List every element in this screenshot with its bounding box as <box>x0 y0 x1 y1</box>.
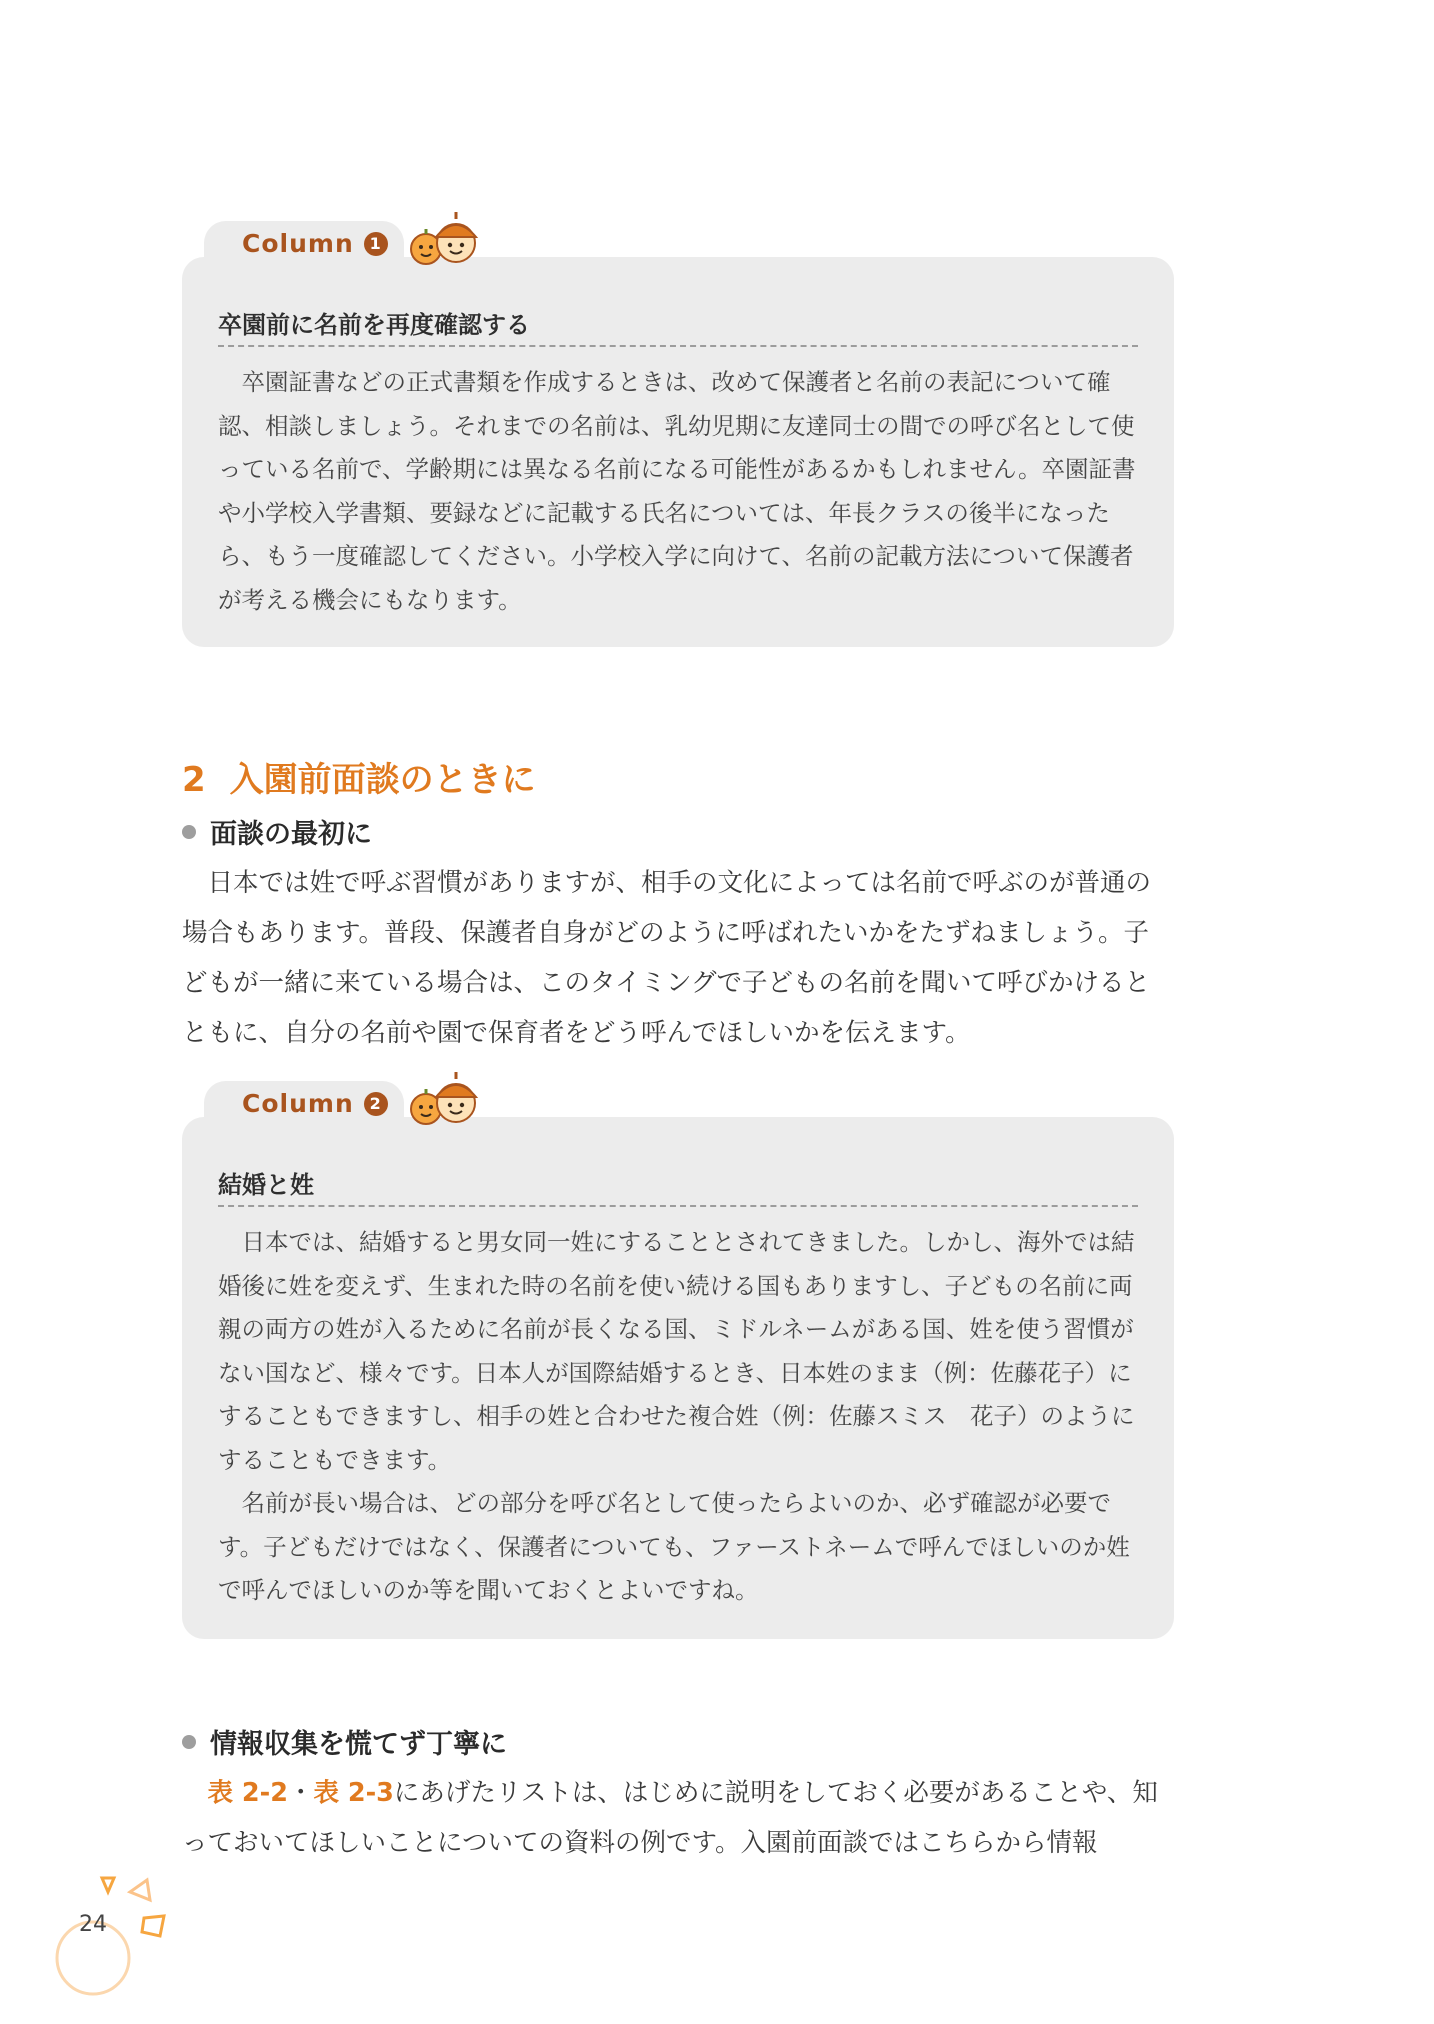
paragraph-text-rest: にあげたリストは、はじめに説明をしておく必要があることや、知っておいてほしいことについての資料の例です。入園前面談ではこちらから情報 <box>182 1778 1158 1858</box>
table-reference[interactable]: 表 2-2 <box>207 1778 288 1808</box>
column-body <box>218 361 1138 622</box>
reference-separator: ・ <box>287 1778 314 1808</box>
page-number-decoration-icon <box>50 1870 180 2010</box>
paragraph-text: 日本では姓で呼ぶ習慣がありますが、相手の文化によっては名前で呼ぶのが普通の場合もあります。普段、保護者自身がどのように呼ばれたいかをたずねましょう。子どもが一緒に来ている場合は、このタイミングで子どもの名前を聞いて呼びかけるとともに、自分の名前や園で保育者をどう呼んでほしいかを伝えます。 <box>182 868 1152 1048</box>
column-box-1 <box>182 229 1174 647</box>
mascot-icon <box>404 1067 484 1129</box>
column-label-text: Column <box>242 1089 354 1118</box>
column-box-2 <box>182 1089 1174 1639</box>
column-divider <box>218 345 1138 347</box>
subheading <box>182 812 372 851</box>
body-paragraph <box>182 1768 1174 1868</box>
column-number-badge: 2 <box>364 1092 388 1116</box>
subheading-text: 面談の最初に <box>210 819 372 850</box>
paragraph-text <box>182 1768 1174 1868</box>
column-paragraph: 日本では、結婚すると男女同一姓にすることとされてきました。しかし、海外では結婚後に姓を変えず、生まれた時の名前を使い続ける国もありますし、子どもの名前に両親の両方の姓が入るために名前が長くなる国、ミドルネームがある国、姓を使う習慣がない国など、様々です。日本人が国際結婚するとき、日本姓のまま（例：佐藤花子）にすることもできますし、相手の姓と合わせた複合姓（例：佐藤スミス 花子）のようにすることもできます。 <box>218 1228 1135 1474</box>
subheading <box>182 1722 507 1761</box>
column-divider <box>218 1205 1138 1207</box>
column-label <box>242 229 388 258</box>
table-reference[interactable]: 表 2-3 <box>313 1778 394 1808</box>
column-title: 結婚と姓 <box>218 1171 314 1199</box>
subheading-text: 情報収集を慌てず丁寧に <box>210 1729 507 1760</box>
bullet-icon <box>182 1735 196 1749</box>
bullet-icon <box>182 825 196 839</box>
column-paragraph: 名前が長い場合は、どの部分を呼び名として使ったらよいのか、必ず確認が必要です。子どもだけではなく、保護者についても、ファーストネームで呼んでほしいのか姓で呼んでほしいのか等を聞いておくとよいですね。 <box>218 1489 1130 1604</box>
column-number-badge: 1 <box>364 232 388 256</box>
section-title: 入園前面談のときに <box>229 760 536 800</box>
page-number: 24 <box>79 1912 107 1937</box>
column-paragraph: 卒園証書などの正式書類を作成するときは、改めて保護者と名前の表記について確認、相談しましょう。それまでの名前は、乳幼児期に友達同士の間での呼び名として使っている名前で、学齢期には異なる名前になる可能性があるかもしれません。卒園証書や小学校入学書類、要録などに記載する氏名については、年長クラスの後半になったら、もう一度確認してください。小学校入学に向けて、名前の記載方法について保護者が考える機会にもなります。 <box>218 368 1136 614</box>
column-label <box>242 1089 388 1118</box>
section-number: 2 <box>182 760 206 800</box>
column-label-text: Column <box>242 229 354 258</box>
body-paragraph <box>182 858 1174 1058</box>
column-body <box>218 1221 1138 1613</box>
section-heading <box>182 752 536 801</box>
column-title: 卒園前に名前を再度確認する <box>218 311 530 339</box>
mascot-icon <box>404 207 484 269</box>
